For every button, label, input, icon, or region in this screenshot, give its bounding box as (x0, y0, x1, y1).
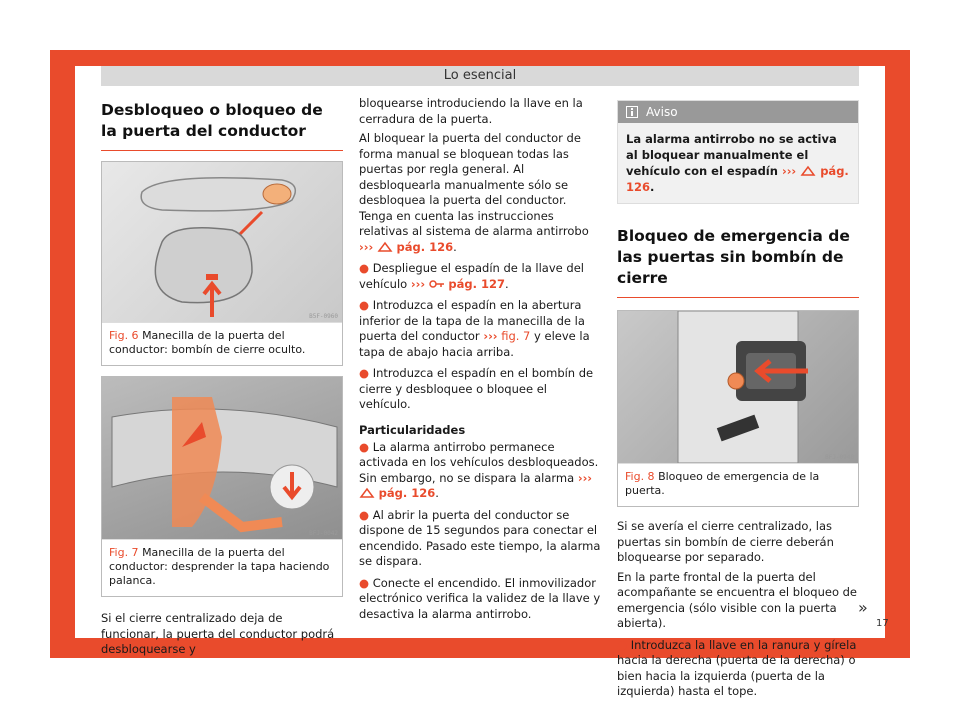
bullet-unfold-key-text: Despliegue el espadín de la llave del vehículo (359, 261, 584, 291)
bullet-alarm-active-text: La alarma antirrobo permanece activada en los vehículos desbloqueados. Sin embargo, no se dispara la alarma (359, 439, 599, 485)
figure-7-caption (102, 539, 342, 596)
bullet-dot: ● (359, 439, 370, 454)
figure-8-image (618, 311, 858, 463)
bullet-15-seconds-text: Al abrir la puerta del conductor se dispone de 15 segundos para conectar el encendido. Pasado este tiempo, la alarma se dispara. (359, 507, 601, 568)
bullet-insert-key-lock-text: Introduzca el espadín en el bombín de cierre y desbloquee o bloquee el vehículo. (359, 366, 594, 411)
column-3 (617, 92, 859, 700)
notice-title: Aviso (646, 105, 678, 119)
figure-6 (101, 161, 343, 366)
figure-8-caption-text: Bloqueo de emergencia de la puerta. (625, 470, 820, 497)
bullet-insert-key-cover-text-2: y eleve la tapa de abajo hacia arriba. (359, 329, 590, 359)
notice-header (618, 101, 858, 123)
alarm-icon (377, 241, 393, 253)
bullet-15-seconds (359, 508, 601, 570)
notice-text: La alarma antirrobo no se activa al bloquear manualmente el vehículo con el espadín (626, 132, 837, 178)
notice-body: La alarma antirrobo no se activa al bloquear manualmente el vehículo con el espadín ››› pág. 126. (626, 132, 849, 194)
page-ref-126[interactable]: pág. 126 (378, 486, 436, 500)
bullet-dot: ● (359, 261, 370, 275)
bullet-insert-key-cover-text: Introduzca el espadín en la abertura inferior de la tapa de la manecilla de la puerta del conductor (359, 298, 585, 343)
bullet-ignition-text: Conecte el encendido. El inmovilizador electrónico verifica la validez de la llave y desactiva la alarma antirrobo. (359, 575, 601, 621)
figure-7 (101, 376, 343, 597)
col2-paragraph-1: bloquearse introduciendo la llave en la cerradura de la puerta. (359, 96, 583, 126)
running-header: Lo esencial (101, 66, 859, 86)
bullet-unfold-key: ● Despliegue el espadín de la llave del vehículo ››› pág. 127. (359, 261, 584, 291)
continue-arrow: » (858, 598, 868, 617)
col3-paragraph-1: Si se avería el cierre centralizado, las puertas sin bombín de cierre deberán bloquearse por separado. (617, 519, 834, 564)
figure-6-caption-text: Manecilla de la puerta del conductor: bombín de cierre oculto. (109, 329, 306, 356)
bullet-turn-key-text: Introduzca la llave en la ranura y gírela hacia la derecha (puerta de la derecha) o bien hacia la izquierda (puerta de la izquierda) hasta el tope. (617, 637, 857, 698)
figure-7-code: BFJ-0042 (309, 530, 338, 537)
figure-7-image (102, 377, 342, 539)
col2-paragraph-2-text: Al bloquear la puerta del conductor de forma manual se bloquean todas las puertas por regla general. Al desbloquearla manualmente sólo se desbloquea la puerta del conductor. Tenga en cuenta las instrucciones relativas al sistema de alarma antirrobo (359, 131, 589, 238)
alarm-icon (800, 165, 816, 177)
page-number: 17 (876, 618, 889, 629)
page-ref-127[interactable]: pág. 127 (448, 276, 506, 291)
col2-paragraph-2: Al bloquear la puerta del conductor de forma manual se bloquean todas las puertas por regla general. Al desbloquearla manualmente sólo se desbloquea la puerta del conductor. Tenga en cuenta las instrucciones relativas al sistema de alarma antirrobo ››› pág. 126. (359, 131, 589, 254)
door-handle-illustration (102, 162, 342, 322)
bullet-dot: ● (359, 298, 370, 312)
figure-6-caption (102, 322, 342, 365)
page-ref-126[interactable]: pág. 126 (626, 164, 849, 194)
fig-7-ref[interactable]: fig. 7 (501, 329, 531, 343)
door-handle-cover-illustration (102, 377, 342, 539)
figure-8-label: Fig. 8 (625, 470, 655, 483)
column-2 (359, 96, 601, 622)
bullet-ignition (359, 576, 601, 623)
figure-7-caption-text: Manecilla de la puerta del conductor: desprender la tapa haciendo palanca. (109, 546, 330, 587)
subhead-particularidades: Particularidades (359, 422, 466, 437)
bullet-alarm-active: ● La alarma antirrobo permanece activada en los vehículos desbloqueados. Sin embargo, no se dispara la alarma ››› pág. 126. (359, 439, 599, 500)
column-1 (101, 90, 343, 658)
bullet-insert-key-cover (359, 298, 601, 360)
emergency-lock-illustration (618, 311, 858, 463)
cross-ref-arrows: ››› (577, 470, 593, 485)
figure-8-caption (618, 463, 858, 506)
cross-ref-arrows: ››› (410, 276, 426, 291)
page-ref-126[interactable]: pág. 126 (396, 239, 454, 254)
key-icon (429, 278, 445, 290)
figure-6-label: Fig. 6 (109, 329, 139, 342)
col3-paragraph-2: En la parte frontal de la puerta del acompañante se encuentra el bloqueo de emergencia (sólo visible con la puerta abierta). (617, 569, 858, 630)
section-title-driver-door: Desbloqueo o bloqueo de la puerta del conductor (101, 100, 343, 151)
figure-8 (617, 310, 859, 507)
bullet-dot: ● (359, 366, 370, 380)
section-title-emergency-lock: Bloqueo de emergencia de las puertas sin bombín de cierre (617, 226, 859, 298)
figure-8-code: BFJ-0948 (825, 454, 854, 461)
figure-6-image (102, 162, 342, 322)
cross-ref-arrows: ››› (359, 239, 374, 254)
alarm-icon (359, 487, 375, 499)
bullet-insert-key-lock (359, 366, 601, 413)
bullet-dot: ● (359, 575, 370, 590)
notice-box (617, 100, 859, 204)
cross-ref-arrows: ››› (781, 164, 797, 178)
figure-6-code: B5F-0960 (309, 313, 338, 320)
info-icon (626, 106, 638, 118)
bullet-dot: ● (359, 507, 370, 522)
bullet-dot: ● (617, 637, 628, 652)
col1-paragraph: Si el cierre centralizado deja de funcionar, la puerta del conductor podrá desbloquearse y (101, 611, 335, 656)
bullet-turn-key (617, 638, 859, 700)
figure-7-label: Fig. 7 (109, 546, 139, 559)
cross-ref-arrows: ››› (483, 329, 498, 343)
